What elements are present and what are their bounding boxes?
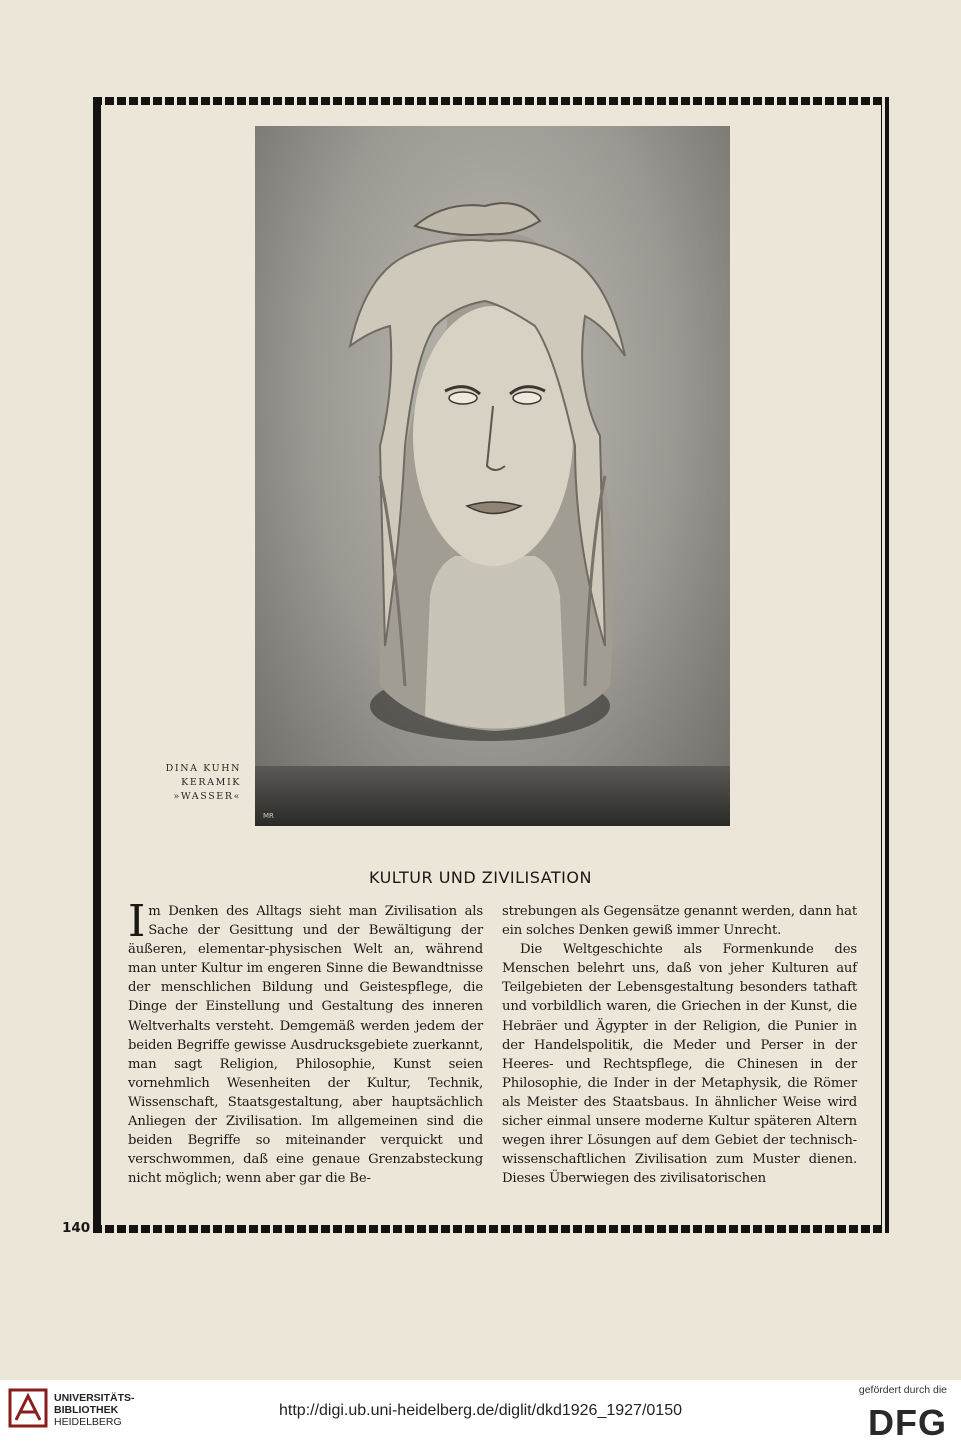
paragraph-text: m Denken des Alltags sieht man Zivilisation als Sache der Gesittung und der Bewältigung der äußeren, elementar-physischen Welt an, während man unter Kultur im engeren Sinne die Bewandtnisse der menschlichen Bildung und Geistespflege, die Dinge der Einstellung und Gestaltung des inneren Weltverhalts versteht. Demgemäß werden jedem der beiden Begriffe gewisse Ausdrucksgebiete zuerkannt, man sagt Religion, Philosophie, Kunst seien vornehmlich Wesenheiten der Kultur, Technik, Wissenschaft, Staatsgestaltung, aber hauptsächlich Anliegen der Zivilisation. Im allgemeinen sind die beiden Begriffe so miteinander verquickt und verschwommen, daß eine genaue Grenzabsteckung nicht möglich; wenn aber gar die Be- — [128, 904, 483, 1187]
paragraph — [128, 896, 483, 1188]
library-name-line: UNIVERSITÄTS- — [54, 1392, 135, 1404]
paragraph: Die Weltgeschichte als Formenkunde des Menschen belehrt uns, daß von jeher Kulturen auf Teilgebieten der Lebensgestaltung besonders tathaft und vorbildlich waren, die Griechen in der Kunst, die Hebräer und Ägypter in der Religion, die Punier in der Handelspolitik, die Meder und Perser in der Heeres- und Rechtspflege, die Chinesen in der Philosophie, die Inder in der Metaphysik, die Römer als Meister des Staatsbaus. In ähnlicher Weise wird sicher einmal unsere moderne Kultur späteren Altern wegen ihrer Lösungen auf dem Gebiet der technisch-wissenschaftlichen Zivilisation zum Muster dienen. Dieses Überwiegen des zivilisatorischen — [502, 942, 857, 1187]
library-name-line: BIBLIOTHEK — [54, 1404, 119, 1416]
text-column-right — [502, 902, 857, 1188]
source-url-link[interactable]: http://digi.ub.uni-heidelberg.de/diglit/dkd1926_1927/0150 — [279, 1402, 682, 1419]
article-title: KULTUR UND ZIVILISATION — [369, 868, 592, 887]
paragraph: strebungen als Gegensätze genannt werden, dann hat ein solches Denken gewiß immer Unrecht. — [502, 904, 857, 939]
page-number: 140 — [62, 1220, 91, 1236]
text-column-left — [128, 896, 483, 1188]
photographer-monogram: MR — [263, 812, 274, 820]
funded-by-label: gefördert durch die — [858, 1384, 947, 1396]
caption-artist: DINA KUHN — [165, 763, 241, 774]
digitization-footer — [0, 1380, 961, 1452]
ceramic-head-image — [255, 126, 730, 826]
sculpture-photograph — [255, 126, 730, 826]
image-caption — [166, 762, 241, 804]
caption-medium: KERAMIK — [181, 777, 241, 788]
photo-floor — [255, 766, 730, 826]
library-name-line: HEIDELBERG — [54, 1416, 122, 1428]
dfg-logo: DFG — [868, 1402, 947, 1443]
drop-cap: I — [128, 896, 146, 947]
caption-work-title: »WASSER« — [173, 791, 241, 802]
